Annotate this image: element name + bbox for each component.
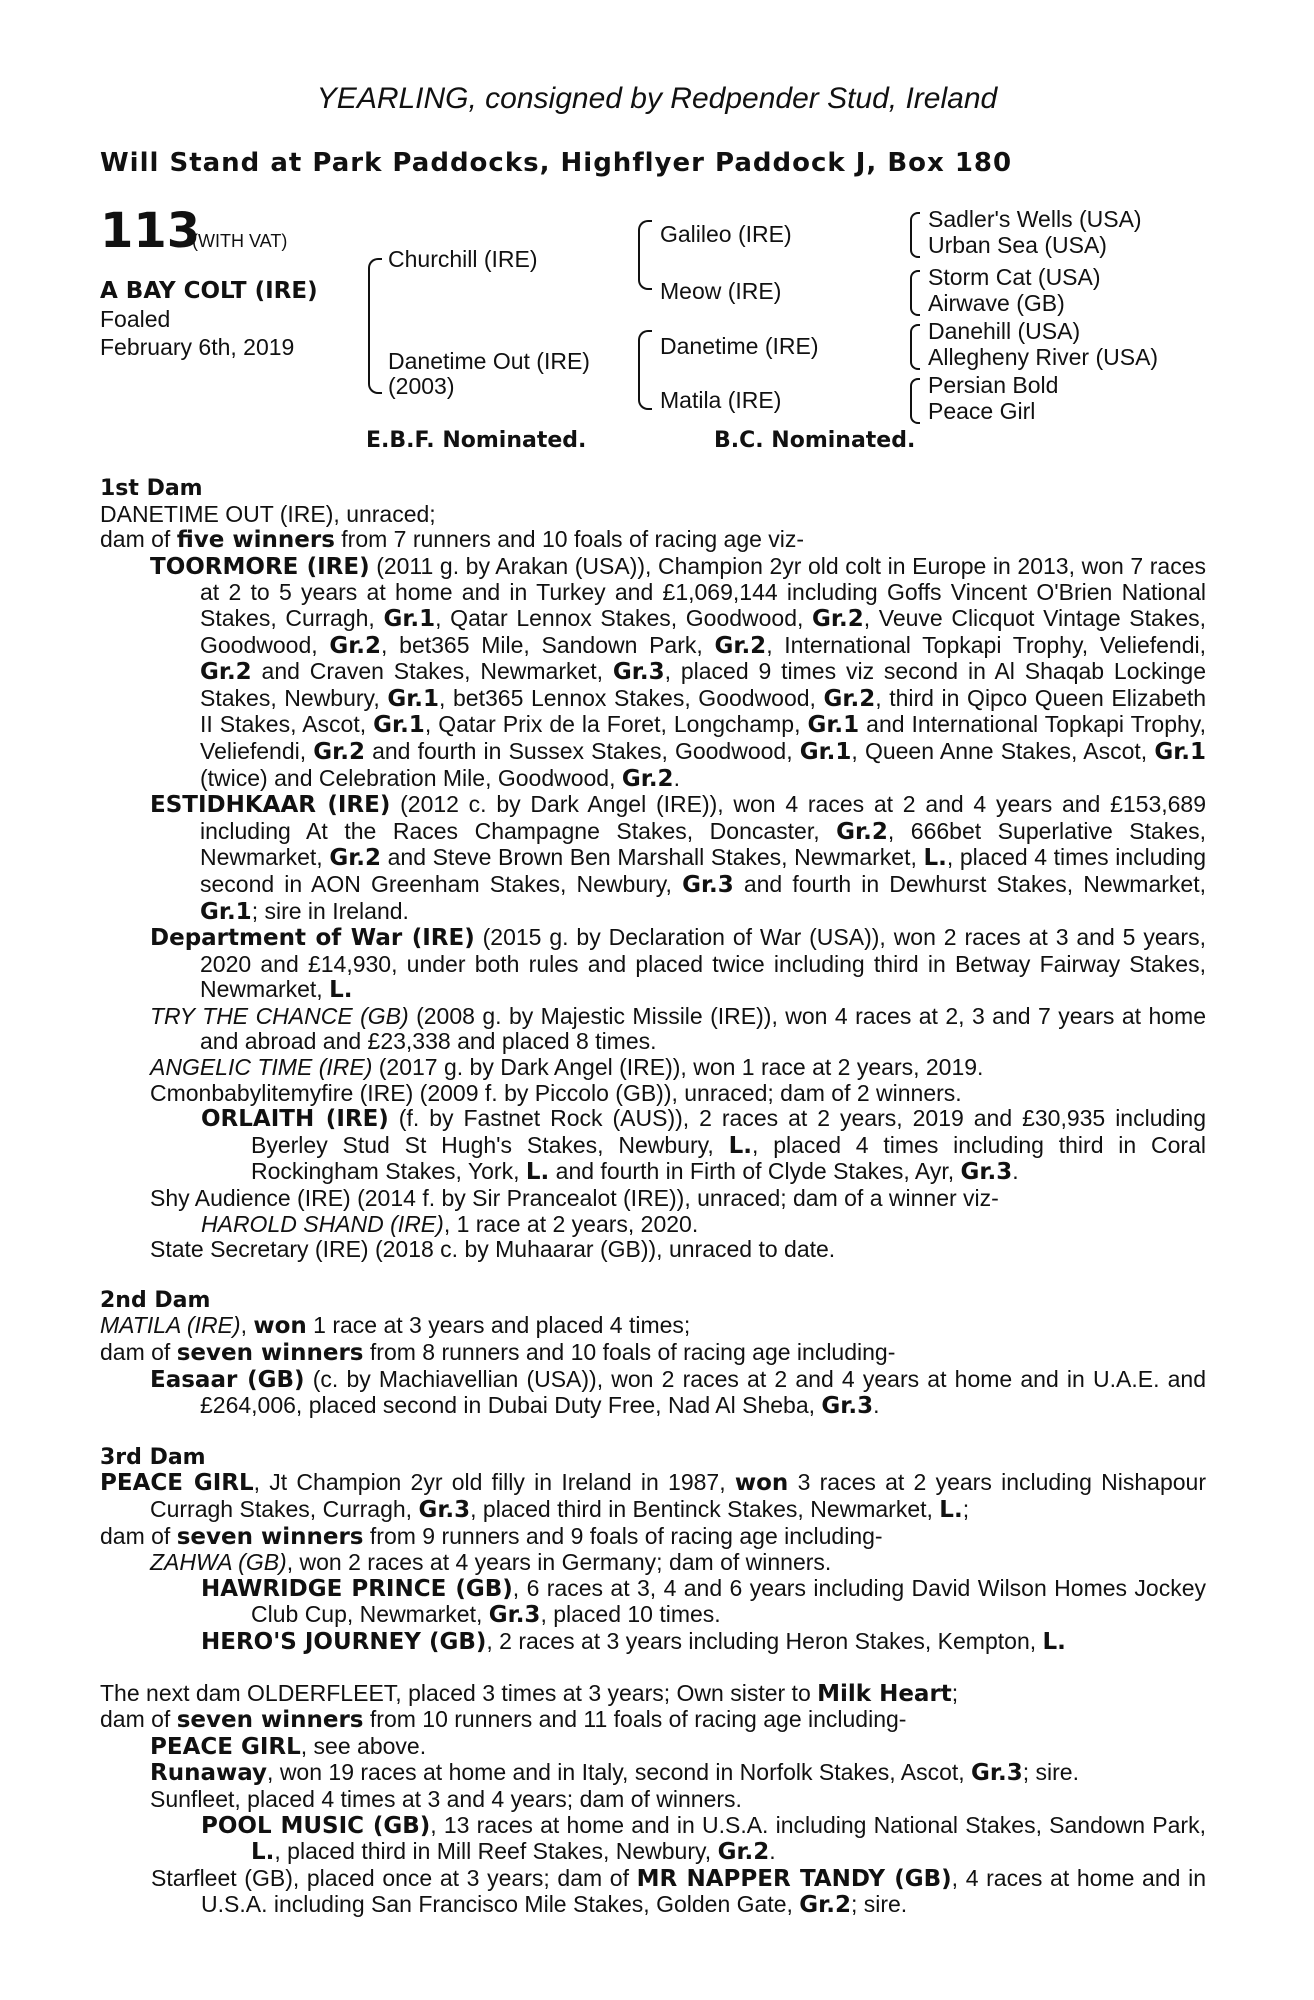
sire-name: Churchill (IRE): [388, 246, 538, 272]
produce-entry: [100, 1760, 1206, 1787]
bold-run: seven winners: [176, 1340, 364, 1366]
dam-dam-name: Matila (IRE): [660, 387, 782, 413]
grandsire-2: Storm Cat (USA): [928, 264, 1101, 290]
text-run: dam of: [100, 1339, 177, 1365]
bold-run: Gr.1: [799, 738, 852, 765]
text-run: 3 races at 2 years including Nishapour Curragh Stakes, Curragh,: [150, 1469, 1206, 1522]
bold-run: Gr.2: [329, 632, 382, 659]
bold-run: Gr.3: [960, 1159, 1013, 1186]
grandsire-3: Danehill (USA): [928, 318, 1081, 344]
produce-entry: [100, 1550, 1206, 1576]
bold-run: L.: [251, 1839, 275, 1866]
bold-run: L.: [525, 1159, 550, 1186]
text-run: Starfleet (GB), placed once at 3 years; dam of: [151, 1864, 637, 1891]
bold-run: HAWRIDGE PRINCE (GB): [201, 1575, 513, 1602]
bold-run: PEACE GIRL: [150, 1733, 301, 1760]
bold-run: Gr.2: [823, 685, 876, 712]
text-run: , placed 4 times including second in AON Greenham Stakes, Newbury,: [200, 844, 1206, 897]
bold-run: Gr.2: [717, 1839, 770, 1866]
pedigree-bracket-g1: [910, 212, 920, 258]
dam3-line: [100, 1470, 1206, 1523]
bold-run: L.: [939, 1496, 963, 1523]
next-dam-line: [100, 1707, 1206, 1734]
text-run: (2017 g. by Dark Angel (IRE)), won 1 race at 2 years, 2019.: [372, 1054, 984, 1081]
text-run: ;: [962, 1495, 970, 1522]
produce-entry: [100, 1367, 1206, 1420]
text-run: ; sire in Ireland.: [251, 897, 409, 924]
bold-run: L.: [1042, 1628, 1066, 1655]
italic-run: ZAHWA (GB): [150, 1549, 287, 1576]
text-run: and Steve Brown Ben Marshall Stakes, Newmarket,: [381, 844, 924, 871]
produce-entry: [100, 1004, 1206, 1055]
dam-year: (2003): [388, 373, 455, 399]
produce-entry: [100, 1212, 1206, 1238]
bold-run: HERO'S JOURNEY (GB): [201, 1628, 487, 1655]
produce-entry: [100, 925, 1206, 1004]
bold-run: Easaar (GB): [150, 1366, 305, 1393]
text-run: (2015 g. by Declaration of War (USA)), won 2 races at 3 and 5 years, 2020 and £14,930, under both rules and placed twice including third in Betway Fairway Stakes, Newmarket,: [200, 924, 1206, 1003]
produce-entry: [100, 1576, 1206, 1629]
dam-name: Danetime Out (IRE): [388, 348, 590, 374]
text-run: , Jt Champion 2yr old filly in Ireland in 1987,: [253, 1469, 735, 1496]
text-run: , Veuve Clicquot Vintage Stakes, Goodwood,: [200, 604, 1206, 658]
bold-run: Gr.2: [200, 659, 252, 686]
text-run: ; sire.: [1022, 1759, 1079, 1786]
bold-run: Gr.1: [1154, 738, 1206, 765]
text-run: , third in Qipco Queen Elizabeth II Stakes, Ascot,: [200, 684, 1206, 738]
bold-run: Milk Heart: [817, 1680, 952, 1707]
text-run: Sunfleet, placed 4 times at 3 and 4 years; dam of winners.: [150, 1785, 742, 1812]
grandsire-1: Sadler's Wells (USA): [928, 206, 1142, 232]
text-run: (f. by Fastnet Rock (AUS)), 2 races at 2 years, 2019 and £30,935 including Byerley Stud St Hugh's Stakes, Newbury,: [251, 1105, 1206, 1158]
granddam-3: Allegheny River (USA): [928, 344, 1159, 370]
text-run: , 1 race at 2 years, 2020.: [443, 1210, 699, 1237]
dam1-line: [100, 502, 1206, 528]
bold-run: Gr.3: [612, 659, 665, 686]
bold-run: L.: [329, 977, 353, 1004]
bold-run: MR NAPPER TANDY (GB): [636, 1865, 952, 1892]
dam3-line: [100, 1524, 1206, 1551]
bold-run: won: [734, 1470, 789, 1497]
bold-run: Gr.2: [329, 845, 381, 872]
bold-run: Gr.2: [836, 818, 888, 845]
produce-entry: [100, 1866, 1206, 1919]
pedigree-bracket-main: [368, 258, 382, 394]
text-run: dam of: [100, 526, 177, 553]
bold-run: ESTIDHKAAR (IRE): [150, 792, 391, 819]
bold-run: Gr.3: [821, 1393, 874, 1420]
bc-nomination: B.C. Nominated.: [714, 428, 916, 453]
bold-run: ORLAITH (IRE): [201, 1106, 389, 1133]
text-run: , won 2 races at 4 years in Germany; dam of winners.: [286, 1549, 832, 1576]
produce-entry: [100, 1237, 1206, 1263]
text-run: (2008 g. by Majestic Missile (IRE)), won 4 races at 2, 3 and 7 years at home and abroad and £23,338 and placed 8 times.: [200, 1002, 1206, 1055]
granddam-2: Airwave (GB): [928, 290, 1065, 316]
text-run: .: [673, 764, 680, 791]
italic-run: MATILA (IRE): [100, 1312, 241, 1339]
dam1-line: [100, 527, 1206, 554]
text-run: , won 19 races at home and in Italy, second in Norfolk Stakes, Ascot,: [267, 1759, 972, 1786]
italic-run: ANGELIC TIME (IRE): [150, 1054, 373, 1081]
text-run: , placed 4 times including third in Coral Rockingham Stakes, York,: [251, 1131, 1206, 1185]
bold-run: TOORMORE (IRE): [150, 553, 370, 580]
text-run: , 2 races at 3 years including Heron Stakes, Kempton,: [486, 1627, 1043, 1654]
text-run: , 6 races at 3, 4 and 6 years including David Wilson Homes Jockey Club Cup, Newmarket,: [251, 1574, 1206, 1628]
consignment-line: YEARLING, consigned by Redpender Stud, Ireland: [316, 82, 998, 115]
produce-entry: [100, 1106, 1206, 1186]
text-run: The next dam OLDERFLEET, placed 3 times at 3 years; Own sister to: [100, 1679, 818, 1706]
text-run: DANETIME OUT (IRE), unraced;: [100, 500, 436, 527]
text-run: and International Topkapi Trophy, Veliefendi,: [200, 711, 1206, 764]
text-run: (c. by Machiavellian (USA)), won 2 races at 2 and 4 years at home and in U.A.E. and £264,006, placed second in Dubai Duty Free, Nad Al Sheba,: [200, 1365, 1207, 1419]
bold-run: won: [253, 1313, 307, 1340]
bold-run: Gr.3: [418, 1496, 471, 1523]
bold-run: Gr.1: [387, 685, 440, 712]
text-run: ,: [240, 1312, 254, 1339]
text-run: , placed 10 times.: [540, 1601, 721, 1628]
bold-run: Gr.1: [200, 898, 252, 925]
produce-entry: [100, 1186, 1206, 1212]
text-run: , International Topkapi Trophy, Veliefendi,: [766, 631, 1207, 658]
foaled-date: February 6th, 2019: [100, 334, 295, 360]
text-run: (2011 g. by Arakan (USA)), Champion 2yr old colt in Europe in 2013, won 7 races at 2 to 5 years at home and in Turkey and £1,069,144 including Goffs Vincent O'Brien National Stakes, Curragh,: [200, 552, 1206, 631]
produce-entry: [100, 1787, 1206, 1813]
pedigree-bracket-sire: [638, 220, 652, 290]
text-run: and Craven Stakes, Newmarket,: [251, 658, 613, 685]
dam-sire-name: Danetime (IRE): [660, 333, 819, 359]
text-run: .: [769, 1838, 776, 1865]
bold-run: Gr.3: [971, 1760, 1023, 1787]
text-run: Shy Audience (IRE) (2014 f. by Sir Prancealot (IRE)), unraced; dam of a winner viz-: [150, 1185, 999, 1212]
granddam-1: Urban Sea (USA): [928, 232, 1107, 258]
bold-run: Runaway: [150, 1760, 268, 1787]
third-dam-heading: 3rd Dam: [100, 1444, 206, 1470]
produce-entry: [100, 792, 1206, 925]
bold-run: seven winners: [176, 1523, 364, 1550]
bold-run: Gr.2: [799, 1892, 851, 1919]
produce-entry: [100, 1081, 1206, 1107]
bold-run: L.: [728, 1132, 753, 1159]
text-run: , placed 9 times viz second in Al Shaqab Lockinge Stakes, Newbury,: [200, 658, 1206, 711]
bold-run: Department of War (IRE): [150, 925, 475, 952]
text-run: , bet365 Lennox Stakes, Goodwood,: [439, 684, 824, 711]
pedigree-bracket-g3: [910, 324, 920, 370]
pedigree-bracket-dam: [638, 330, 652, 410]
produce-entry: [100, 1629, 1206, 1656]
text-run: ;: [951, 1679, 959, 1706]
text-run: and fourth in Sussex Stakes, Goodwood,: [364, 737, 800, 764]
text-run: .: [1012, 1158, 1019, 1185]
text-run: and fourth in Firth of Clyde Stakes, Ayr,: [549, 1158, 961, 1185]
text-run: from 7 runners and 10 foals of racing age viz-: [334, 526, 805, 553]
bold-run: L.: [923, 845, 947, 872]
text-run: , placed third in Mill Reef Stakes, Newbury,: [274, 1838, 718, 1865]
pedigree-bracket-g4: [910, 378, 920, 424]
text-run: , Qatar Prix de la Foret, Longchamp,: [424, 711, 808, 738]
produce-entry: [100, 554, 1206, 792]
vat-note: (WITH VAT): [192, 231, 288, 251]
text-run: , Qatar Lennox Stakes, Goodwood,: [435, 604, 813, 631]
bold-run: seven winners: [176, 1707, 364, 1734]
bold-run: five winners: [176, 527, 335, 554]
bold-run: POOL MUSIC (GB): [201, 1812, 431, 1839]
text-run: dam of: [100, 1706, 177, 1733]
text-run: from 10 runners and 11 foals of racing age including-: [363, 1706, 907, 1733]
text-run: , 666bet Superlative Stakes, Newmarket,: [200, 817, 1206, 871]
italic-run: TRY THE CHANCE (GB): [150, 1002, 409, 1029]
lot-description: A BAY COLT (IRE): [100, 278, 318, 304]
text-run: from 8 runners and 10 foals of racing age including-: [363, 1339, 896, 1365]
text-run: , Queen Anne Stakes, Ascot,: [851, 737, 1155, 764]
stand-location: Will Stand at Park Paddocks, Highflyer Paddock J, Box 180: [100, 148, 1013, 178]
bold-run: Gr.2: [714, 632, 767, 659]
text-run: ; sire.: [850, 1891, 908, 1918]
bold-run: Gr.1: [383, 605, 436, 632]
produce-entry: [100, 1734, 1206, 1761]
bold-run: Gr.1: [373, 712, 425, 739]
bold-run: Gr.2: [812, 605, 864, 632]
dam2-line: [100, 1313, 1206, 1340]
produce-entry: [100, 1813, 1206, 1866]
lot-number: 113: [100, 203, 201, 259]
bold-run: Gr.2: [313, 738, 365, 765]
bold-run: Gr.1: [807, 712, 860, 739]
second-dam-heading: 2nd Dam: [100, 1287, 211, 1313]
produce-record: [100, 476, 1206, 1919]
pedigree-bracket-g2: [910, 270, 920, 316]
text-run: State Secretary (IRE) (2018 c. by Muhaarar (GB)), unraced to date.: [150, 1236, 836, 1263]
next-dam-line: [100, 1681, 1206, 1708]
italic-run: HAROLD SHAND (IRE): [201, 1210, 444, 1237]
text-run: , see above.: [300, 1732, 427, 1759]
text-run: dam of: [100, 1522, 177, 1549]
text-run: (twice) and Celebration Mile, Goodwood,: [200, 764, 622, 791]
bold-run: Gr.3: [488, 1602, 541, 1629]
foaled-label: Foaled: [100, 306, 171, 332]
text-run: , bet365 Mile, Sandown Park,: [381, 631, 715, 658]
text-run: , 13 races at home and in U.S.A. including National Stakes, Sandown Park,: [430, 1811, 1206, 1838]
dam2-line: [100, 1340, 1206, 1367]
text-run: (2012 c. by Dark Angel (IRE)), won 4 races at 2 and 4 years and £153,689 including At the Races Champagne Stakes, Doncaster,: [200, 791, 1206, 844]
bold-run: Gr.3: [682, 871, 734, 898]
text-run: from 9 runners and 9 foals of racing age including-: [363, 1522, 883, 1549]
bold-run: Gr.2: [621, 765, 674, 792]
ebf-nomination: E.B.F. Nominated.: [366, 428, 587, 453]
text-run: , 4 races at home and in U.S.A. including San Francisco Mile Stakes, Golden Gate,: [201, 1864, 1206, 1918]
text-run: , placed third in Bentinck Stakes, Newmarket,: [470, 1495, 940, 1522]
first-dam-heading: 1st Dam: [100, 476, 203, 501]
bold-run: PEACE GIRL: [100, 1470, 254, 1497]
sire-sire-name: Galileo (IRE): [660, 221, 792, 247]
granddam-4: Peace Girl: [928, 398, 1036, 424]
text-run: .: [873, 1392, 880, 1419]
text-run: Cmonbabylitemyfire (IRE) (2009 f. by Piccolo (GB)), unraced; dam of 2 winners.: [150, 1079, 962, 1106]
grandsire-4: Persian Bold: [928, 372, 1059, 398]
produce-entry: [100, 1055, 1206, 1081]
text-run: 1 race at 3 years and placed 4 times;: [306, 1312, 691, 1339]
text-run: and fourth in Dewhurst Stakes, Newmarket,: [733, 870, 1206, 897]
sire-dam-name: Meow (IRE): [660, 278, 782, 304]
